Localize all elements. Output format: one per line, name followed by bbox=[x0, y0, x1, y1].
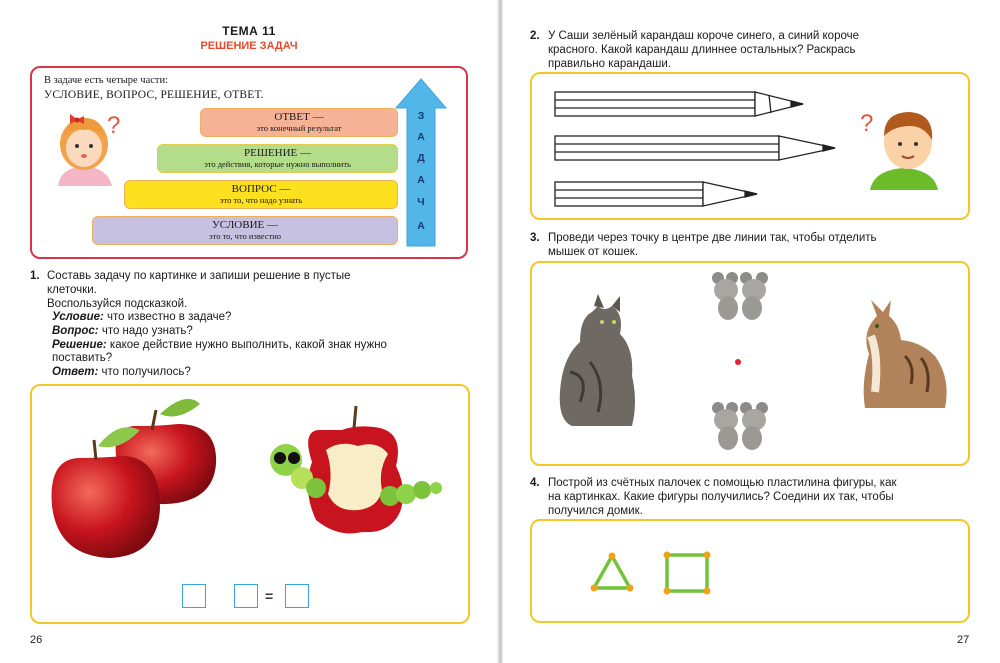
boy-thinking-illustration bbox=[864, 104, 942, 190]
topic-number: ТЕМА 11 bbox=[222, 24, 276, 38]
task3-line2: мышек от кошек. bbox=[548, 246, 639, 258]
task1-line2: клеточки. bbox=[47, 284, 97, 296]
hint-text: что известно в задаче? bbox=[103, 311, 232, 323]
center-point[interactable] bbox=[735, 359, 741, 365]
part-desc: это то, что известно bbox=[208, 230, 282, 241]
page-number-right: 27 bbox=[957, 634, 970, 646]
arrow-letter: А bbox=[417, 220, 425, 232]
task4-line3: получился домик. bbox=[548, 505, 643, 517]
pencils-illustration bbox=[553, 86, 843, 216]
answer-square-1[interactable] bbox=[182, 584, 206, 608]
arrow-letter: З bbox=[417, 110, 425, 122]
task4-number: 4. bbox=[530, 477, 540, 489]
task2-line3: правильно карандаши. bbox=[548, 58, 671, 70]
hint-text: какое действие нужно выполнить, какой знак нужно bbox=[106, 339, 387, 351]
hint-text: что надо узнать? bbox=[98, 325, 193, 337]
hint-question bbox=[52, 325, 193, 339]
task1-line3: Воспользуйся подсказкой. bbox=[47, 298, 188, 310]
tabby-cat-illustration bbox=[855, 296, 950, 414]
answer-square-3[interactable] bbox=[285, 584, 309, 608]
part-answer-bar bbox=[200, 108, 398, 137]
task2-line2: красного. Какой карандаш длиннее остальных? Раскрась bbox=[548, 44, 856, 56]
part-title: РЕШЕНИЕ — bbox=[243, 147, 311, 159]
hint-key: Условие: bbox=[52, 311, 104, 323]
square-sticks-figure bbox=[662, 550, 712, 596]
book-spine bbox=[497, 0, 503, 663]
hint-solution-cont: поставить? bbox=[52, 352, 113, 364]
task2-line1: У Саши зелёный карандаш короче синего, а синий короче bbox=[548, 30, 859, 42]
part-solution-bar bbox=[157, 144, 398, 173]
gray-cat-illustration bbox=[550, 292, 640, 432]
part-desc: это действия, которые нужно выполнить bbox=[204, 158, 351, 169]
pencil-middle bbox=[555, 136, 835, 160]
task4-line1: Построй из счётных палочек с помощью пластилина фигуры, как bbox=[548, 477, 897, 489]
page-number-left: 26 bbox=[30, 634, 43, 646]
task3-line1: Проведи через точку в центре две линии так, чтобы отделить bbox=[548, 232, 877, 244]
hint-answer bbox=[52, 366, 191, 380]
info-intro: В задаче есть четыре части: bbox=[44, 75, 169, 86]
task2-number: 2. bbox=[530, 30, 540, 42]
part-title: УСЛОВИЕ — bbox=[211, 219, 278, 231]
apple-core-caterpillar-illustration bbox=[262, 400, 442, 540]
question-mark: ? bbox=[107, 112, 121, 139]
arrow-letter: А bbox=[417, 174, 425, 186]
task4-line2: на картинках. Какие фигуры получились? Соедини их так, чтобы bbox=[548, 491, 894, 503]
task3-number: 3. bbox=[530, 232, 540, 244]
part-question-bar bbox=[124, 180, 398, 209]
answer-square-2[interactable] bbox=[234, 584, 258, 608]
mice-bottom-illustration bbox=[706, 400, 776, 452]
hint-text: что получилось? bbox=[98, 366, 191, 378]
pencil-top bbox=[555, 92, 803, 116]
apples-illustration bbox=[48, 396, 223, 561]
mice-top-illustration bbox=[706, 268, 776, 324]
arrow-letter: Д bbox=[417, 152, 425, 164]
hint-key: Решение: bbox=[52, 339, 107, 351]
hint-condition bbox=[52, 311, 231, 325]
hint-key: Ответ: bbox=[52, 366, 99, 378]
part-title: ВОПРОС — bbox=[231, 183, 291, 195]
task1-line1: Составь задачу по картинке и запиши решение в пустые bbox=[47, 270, 351, 282]
info-parts-list: УСЛОВИЕ, ВОПРОС, РЕШЕНИЕ, ОТВЕТ. bbox=[44, 89, 264, 101]
part-desc: это то, что надо узнать bbox=[219, 194, 303, 205]
part-desc: это конечный результат bbox=[256, 122, 342, 133]
pencil-bottom bbox=[555, 182, 757, 206]
task1-number: 1. bbox=[30, 270, 40, 282]
topic-title: РЕШЕНИЕ ЗАДАЧ bbox=[200, 40, 298, 52]
part-condition-bar bbox=[92, 216, 398, 245]
arrow-letter: А bbox=[417, 131, 425, 143]
question-mark: ? bbox=[860, 110, 874, 137]
equals-sign: = bbox=[265, 588, 274, 604]
triangle-sticks-figure bbox=[590, 550, 634, 594]
arrow-letter: Ч bbox=[417, 196, 425, 208]
part-title: ОТВЕТ — bbox=[274, 111, 324, 123]
hint-solution bbox=[52, 339, 387, 353]
hint-key: Вопрос: bbox=[52, 325, 99, 337]
